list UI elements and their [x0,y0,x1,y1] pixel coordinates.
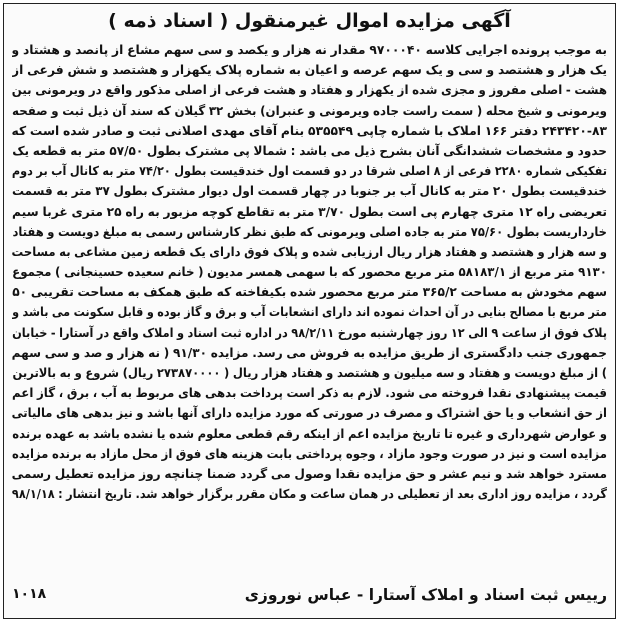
signature: رییس ثبت اسناد و املاک آستارا - عباس نوروزی [244,586,607,604]
notice-line: سهم مخودش به مساحت ۳۶۵/۲ متر مربع محصور شده بکیفاخته که طبق همکف به مساحت تقریبی ۵۰ [12,285,607,300]
notice-title: آگهی مزایده اموال غیرمنقول ( اسناد ذمه ) [108,10,511,32]
notice-line: خندقیست بطول ۲۰ متر به کانال آب بر جنوبا در چهار قسمت اول دیوار مشترک بطول ۳۷ متر به قسمت [12,184,607,199]
notice-line: قیمت پیشنهادی نقدا فروخته می شود. لازم به ذکر است پرداخت بدهی های مربوط به آب ، برق ، گاز اعم [12,386,607,401]
notice-body [12,40,607,504]
notice-footer [12,586,607,612]
notice-line: به موجب پرونده اجرایی کلاسه ۹۷۰۰۰۴۰ مقدار نه هزار و یکصد و سی سهم مشاع از پانصد و هشتاد و [12,43,607,57]
notice-line: خارداریست بطول ۷۵/۶۰ متر به جاده اصلی ویرمونی که طبق نظر کارشناس رسمی به مبلغ دویست و هفتاد [12,224,607,239]
notice-line: از حق انشعاب و یا حق اشتراک و مصرف در صورتی که مورد مزایده دارای آنها باشد و نیز بدهی های مالیاتی [12,406,607,421]
notice-line: و سه هزار و هشتصد و هفتاد هزار ریال ارزیابی شده و پلاک فوق دارای یک قطعه زمین مشاعی به مساحت [12,244,607,259]
notice-line: هشت - اصلی مفروز و مجزی شده از یکهزار و هفتاد و هشت فرعی از اصلی مذکور واقع در ویرمونی بین [12,83,607,98]
notice-line: مسترد خواهد شد و نیم عشر و حق مزایده نقدا وصول می گردد ضمنا چنانچه روز مزایده تعطیل رسمی [12,466,607,481]
notice-line: ۹۱۳۰ متر مربع از ۵۸۱۸۳/۱ متر مربع محصور که با سهمی همسر مدیون ( خانم سعیده حسینجانی ) مجموع [12,265,607,280]
notice-line: ) از مبلغ دویست و هفتاد و سه میلیون و هشتصد و هفتاد هزار ریال ( ۲۷۳۸۷۰۰۰۰ ریال) شروع و به بالاترین [12,366,607,380]
notice-line: تفکیکی شماره ۲۲۸۰ فرعی از ۸ اصلی شرقا در دو قسمت اول خندقیست بطول ۷۴/۲۰ متر به کانال آب بر دوم [12,164,607,179]
notice-line: مزایده است و نیز در صورت وجود مازاد ، وجوه پرداختی بابت هزینه های فوق از محل مازاد به برنده مزایده [12,446,607,461]
notice-line: ویرمونی و شیخ محله ( سمت راست جاده ویرمونی و عنبران) بخش ۳۲ گیلان که سند آن ذیل ثبت و صفحه [12,103,607,118]
notice-line: متر مربع با مصالح بنایی در آن احداث نموده اند دارای انشعابات آب و برق و گاز بوده و قابل سکونت می باشد و [12,305,607,320]
notice-frame [3,3,616,619]
notice-line: حدود و مشخصات ششدانگی آنان بشرح ذیل می باشد : شمالا پی مشترک بطول ۵۷/۵۰ متر به قطعه یک [12,143,607,158]
notice-line: تعریضی راه ۱۲ متری چهارم پی است بطول ۳/۷۰ متر به تقاطع کوچه مزبور به راه ۲۵ متری غربا سیم [12,204,607,219]
notice-line: گردد ، مزایده روز اداری بعد از تعطیلی در همان ساعت و مکان مقرر برگزار خواهد شد. تاریخ انتشار : ۹۸/۱/۱۸ [12,487,607,502]
notice-line: ۲۴۳۴۲۰-۸۳ دفتر ۱۶۶ املاک با شماره چاپی ۵۳۵۵۴۹ بنام آقای مهدی اصلانی ثبت و صادر شده است که [12,123,607,138]
notice-line: پلاک فوق از ساعت ۹ الی ۱۲ روز چهارشنبه مورخ ۹۸/۲/۱۱ در اداره ثبت اسناد و املاک واقع در آستارا - خیابان [12,325,607,340]
notice-line: جمهوری جنب دادگستری از طریق مزایده به فروش می رسد. مزایده ۹۱/۳۰ ( نه هزار و صد و سی سهم [12,345,607,360]
notice-code: ۱۰۱۸ [12,586,47,602]
notice-line: یک هزار و هشتصد و سی و یک سهم عرصه و اعیان به شماره پلاک یکهزار و هشتصد و شش فرعی از [12,63,607,78]
notice-line: و عوارض شهرداری و غیره تا تاریخ مزایده اعم از اینکه رقم قطعی معلوم شده یا نشده باشد به عهده برنده [12,426,607,441]
